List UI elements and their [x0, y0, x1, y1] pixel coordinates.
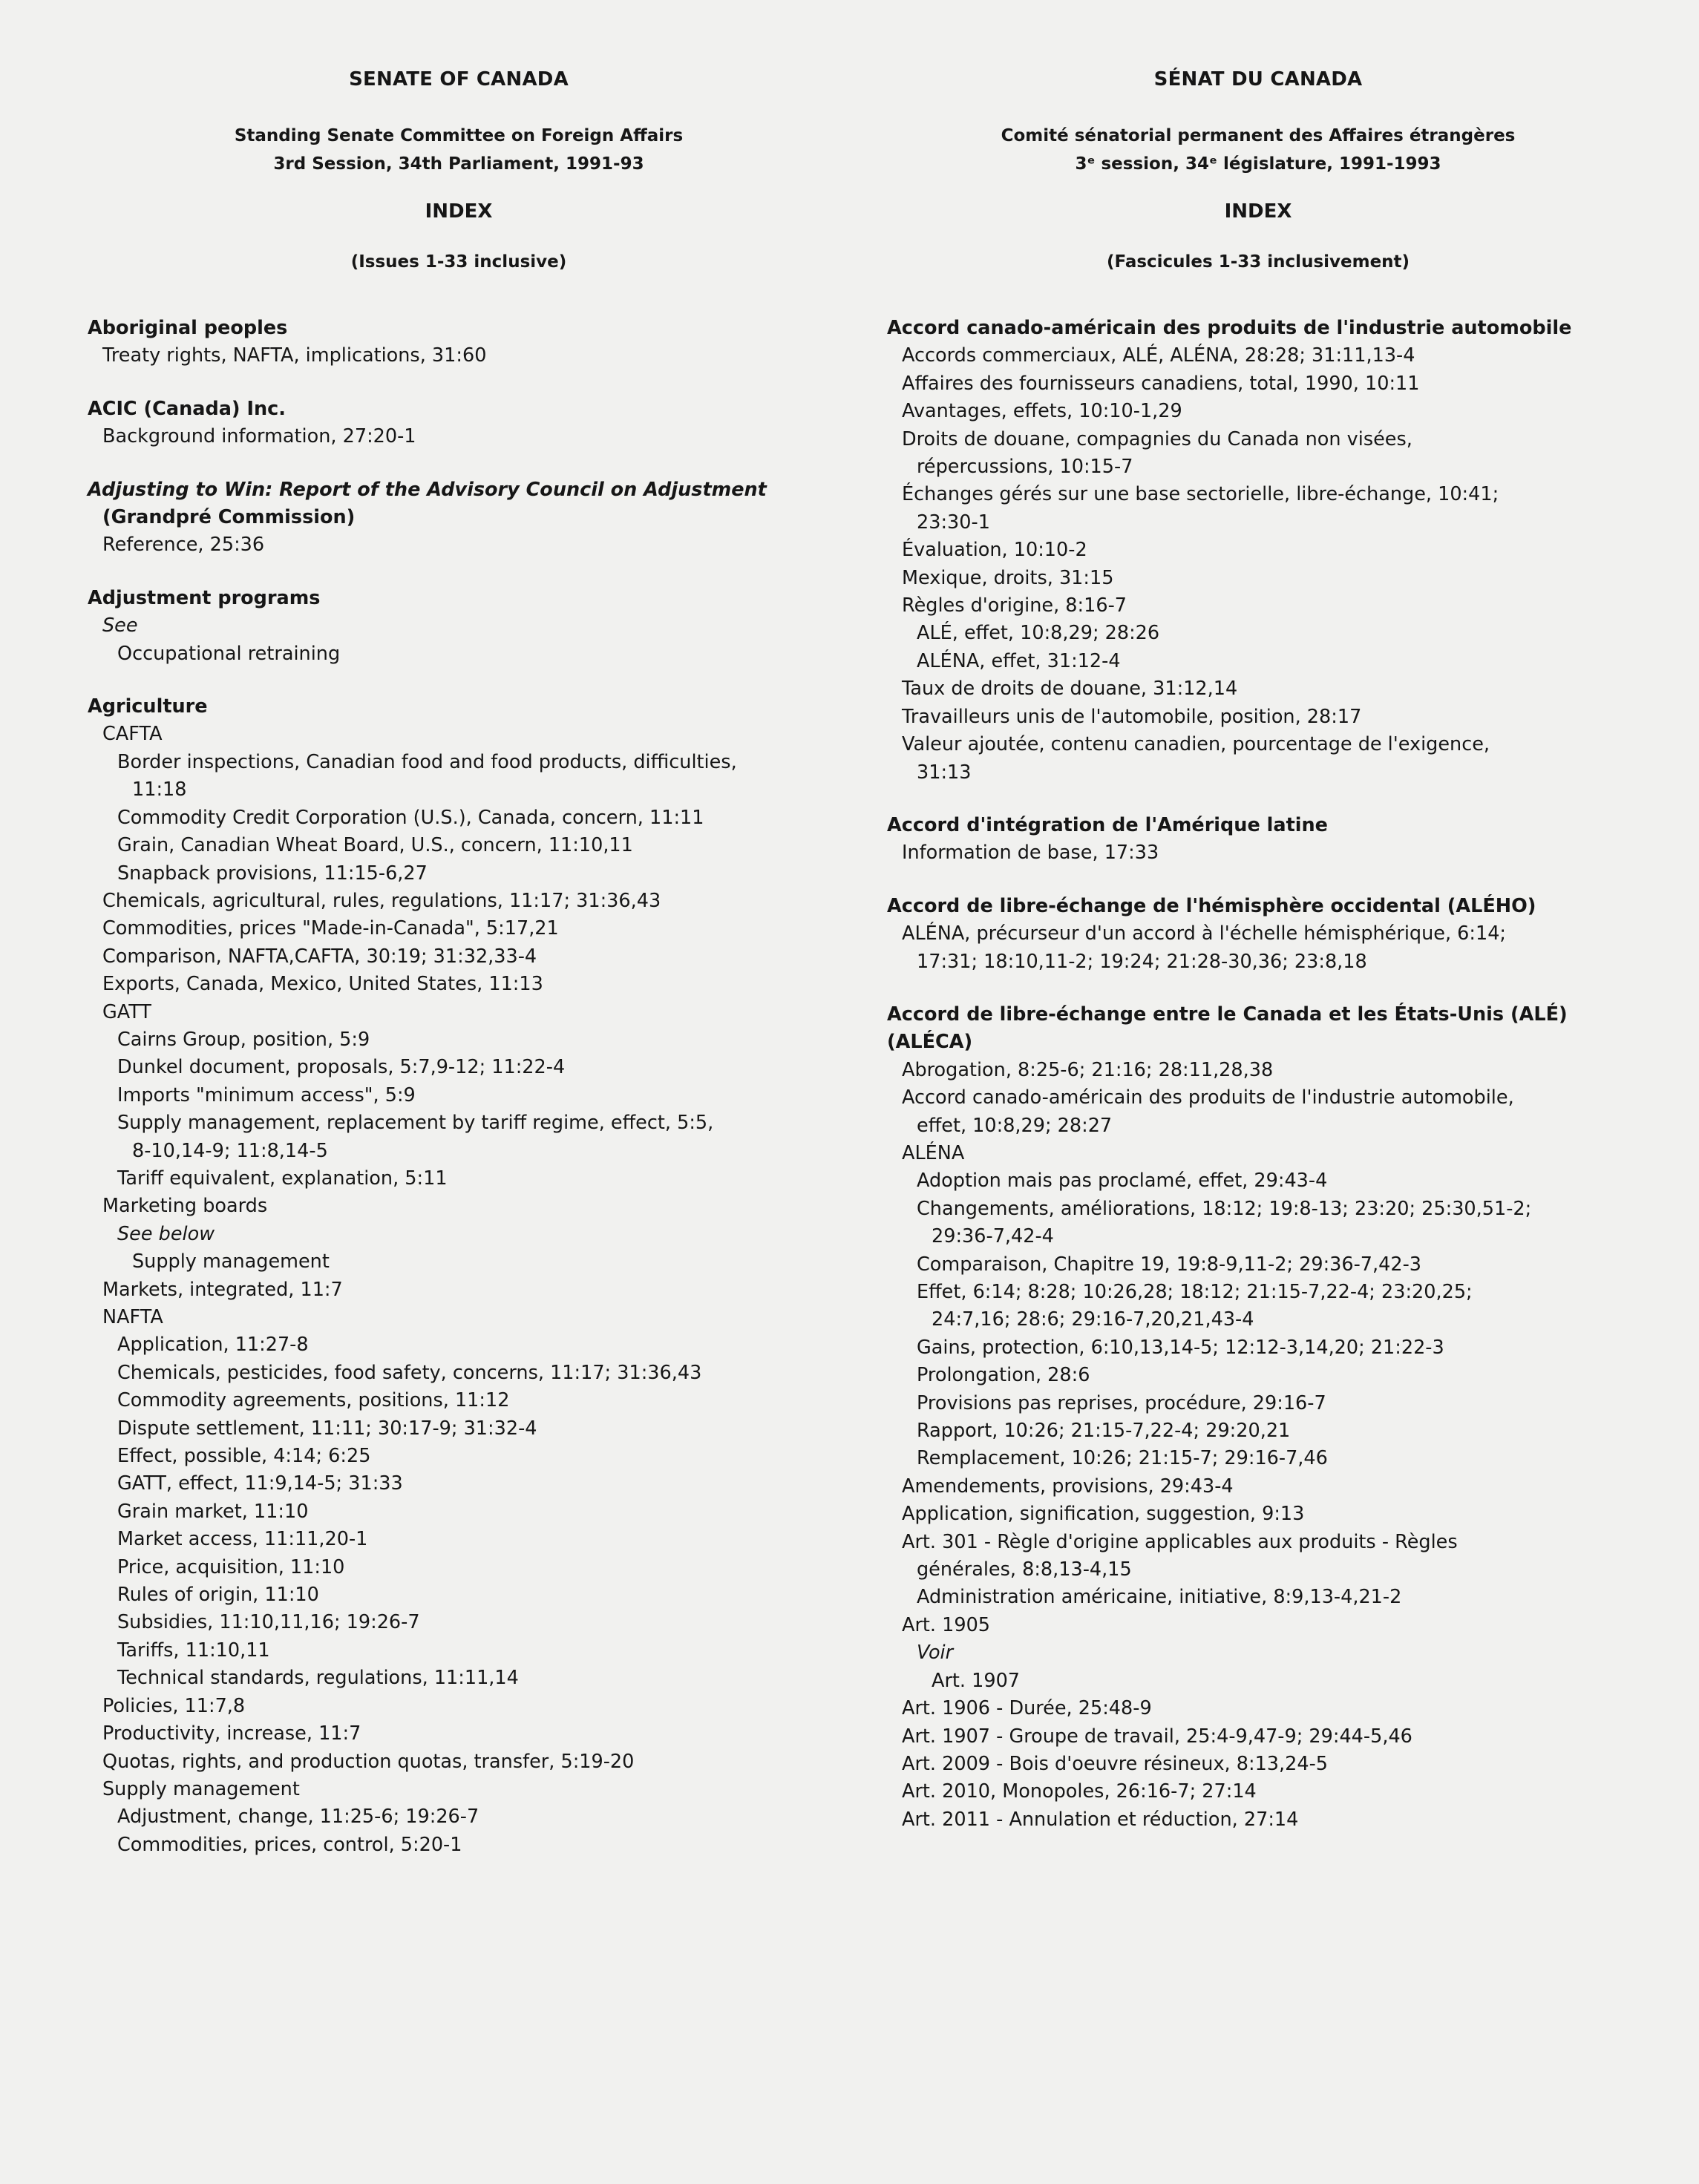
entry-subline: Rapport, 10:26; 21:15-7,22-4; 29:20,21 — [917, 1420, 1291, 1443]
english-session: 3rd Session, 34th Parliament, 1991-93 — [273, 154, 644, 174]
entry-subline: Productivity, increase, 11:7 — [102, 1722, 361, 1745]
entry-subline: Adoption mais pas proclamé, effet, 29:43-4 — [917, 1170, 1328, 1193]
entry-subline: See below — [117, 1222, 215, 1245]
entry-subline: Droits de douane, compagnies du Canada non visées, — [902, 427, 1412, 450]
index-entry — [887, 1001, 1629, 1834]
entry-subline: Art. 1905 — [902, 1613, 991, 1636]
entry-heading: Accord d'intégration de l'Amérique latine — [887, 813, 1328, 836]
entry-subline: Affaires des fournisseurs canadiens, total, 1990, 10:11 — [902, 372, 1420, 395]
index-entry — [88, 315, 830, 370]
french-session: 3ᵉ session, 34ᵉ législature, 1991-1993 — [1075, 154, 1441, 174]
entry-subline: Commodities, prices "Made-in-Canada", 5:17,21 — [102, 917, 559, 940]
entry-subline: Tariff equivalent, explanation, 5:11 — [117, 1167, 448, 1190]
entry-subline: Technical standards, regulations, 11:11,14 — [117, 1667, 519, 1690]
entry-subline: Grain, Canadian Wheat Board, U.S., concern, 11:10,11 — [117, 834, 633, 857]
entry-heading-continued: (Grandpré Commission) — [102, 506, 356, 529]
entry-subline: Application, signification, suggestion, 9:13 — [902, 1503, 1305, 1526]
entry-subline: Information de base, 17:33 — [902, 842, 1159, 865]
entry-subline: 29:36-7,42-4 — [932, 1225, 1054, 1248]
entry-subline: Markets, integrated, 11:7 — [102, 1278, 343, 1301]
entry-subline: Marketing boards — [102, 1195, 268, 1218]
entry-subline: Subsidies, 11:10,11,16; 19:26-7 — [117, 1611, 420, 1634]
entry-subline: générales, 8:8,13-4,15 — [917, 1558, 1132, 1581]
entry-subline: Provisions pas reprises, procédure, 29:16-7 — [917, 1391, 1326, 1414]
entry-subline: Occupational retraining — [117, 642, 341, 665]
entry-subline: Prolongation, 28:6 — [917, 1364, 1090, 1387]
entry-subline: Évaluation, 10:10-2 — [902, 539, 1087, 562]
entry-subline: ALÉNA, effet, 31:12-4 — [917, 649, 1121, 672]
entry-subline: Reference, 25:36 — [102, 534, 265, 557]
entry-subline: Dunkel document, proposals, 5:7,9-12; 11:22-4 — [117, 1056, 566, 1079]
english-issues-range: (Issues 1-33 inclusive) — [350, 252, 567, 272]
entry-heading: ACIC (Canada) Inc. — [88, 397, 286, 420]
english-index-entries — [88, 315, 830, 1859]
entry-subline: Gains, protection, 6:10,13,14-5; 12:12-3,14,20; 21:22-3 — [917, 1336, 1444, 1359]
entry-subline: Remplacement, 10:26; 21:15-7; 29:16-7,46 — [917, 1447, 1328, 1470]
french-index-entries — [887, 315, 1629, 1834]
entry-heading: Adjusting to Win: Report of the Advisory Council on Adjustment — [88, 478, 767, 501]
english-column — [88, 68, 830, 1884]
entry-subline: 17:31; 18:10,11-2; 19:24; 21:28-30,36; 23:8,18 — [917, 950, 1367, 973]
entry-subline: Rules of origin, 11:10 — [117, 1584, 319, 1607]
entry-subline: Amendements, provisions, 29:43-4 — [902, 1475, 1234, 1498]
entry-subline: Avantages, effets, 10:10-1,29 — [902, 400, 1182, 423]
entry-subline: Application, 11:27-8 — [117, 1334, 309, 1357]
entry-heading: Adjustment programs — [88, 586, 321, 609]
entry-heading: Accord de libre-échange entre le Canada et les États-Unis (ALÉ) — [887, 1003, 1568, 1026]
entry-subline: effet, 10:8,29; 28:27 — [917, 1114, 1113, 1137]
entry-subline: Mexique, droits, 31:15 — [902, 566, 1114, 589]
entry-subline: Chemicals, pesticides, food safety, concerns, 11:17; 31:36,43 — [117, 1361, 702, 1384]
entry-subline: Art. 1907 - Groupe de travail, 25:4-9,47-9; 29:44-5,46 — [902, 1725, 1412, 1748]
entry-subline: 24:7,16; 28:6; 29:16-7,20,21,43-4 — [932, 1308, 1254, 1331]
entry-subline: ALÉNA, précurseur d'un accord à l'échelle hémisphérique, 6:14; — [902, 922, 1507, 945]
entry-subline: 8-10,14-9; 11:8,14-5 — [132, 1139, 328, 1162]
entry-subline: Art. 301 - Règle d'origine applicables aux produits - Règles — [902, 1530, 1458, 1553]
entry-heading: Agriculture — [88, 695, 208, 718]
entry-subline: Art. 1907 — [932, 1669, 1021, 1692]
entry-subline: GATT, effect, 11:9,14-5; 31:33 — [117, 1472, 403, 1495]
entry-heading: Accord de libre-échange de l'hémisphère occidental (ALÉHO) — [887, 894, 1536, 917]
entry-subline: Chemicals, agricultural, rules, regulations, 11:17; 31:36,43 — [102, 889, 661, 912]
entry-subline: Règles d'origine, 8:16-7 — [902, 594, 1127, 617]
entry-heading-continued: (ALÉCA) — [887, 1031, 973, 1054]
index-entry — [887, 315, 1629, 787]
entry-subline: Art. 2010, Monopoles, 26:16-7; 27:14 — [902, 1780, 1257, 1803]
entry-subline: Cairns Group, position, 5:9 — [117, 1028, 370, 1051]
entry-subline: GATT — [102, 1000, 151, 1023]
entry-subline: Quotas, rights, and production quotas, transfer, 5:19-20 — [102, 1750, 635, 1773]
entry-subline: ALÉ, effet, 10:8,29; 28:26 — [917, 622, 1160, 645]
french-committee: Comité sénatorial permanent des Affaires étrangères — [1001, 126, 1516, 145]
entry-heading: Accord canado-américain des produits de l'industrie automobile — [887, 317, 1572, 339]
index-entry — [887, 812, 1629, 868]
entry-subline: Adjustment, change, 11:25-6; 19:26-7 — [117, 1806, 479, 1829]
entry-subline: répercussions, 10:15-7 — [917, 456, 1133, 479]
entry-subline: Dispute settlement, 11:11; 30:17-9; 31:32-4 — [117, 1417, 537, 1440]
entry-subline: 11:18 — [132, 778, 187, 801]
entry-subline: Effet, 6:14; 8:28; 10:26,28; 18:12; 21:15-7,22-4; 23:20,25; — [917, 1281, 1473, 1303]
entry-subline: Échanges gérés sur une base sectorielle, libre-échange, 10:41; — [902, 483, 1499, 506]
index-entry — [88, 396, 830, 451]
french-column — [887, 68, 1629, 1859]
entry-subline: Valeur ajoutée, contenu canadien, pourcentage de l'exigence, — [902, 733, 1490, 756]
entry-subline: Abrogation, 8:25-6; 21:16; 28:11,28,38 — [902, 1058, 1274, 1081]
entry-subline: Policies, 11:7,8 — [102, 1694, 246, 1717]
entry-subline: Commodity Credit Corporation (U.S.), Canada, concern, 11:11 — [117, 806, 704, 829]
entry-subline: Art. 2011 - Annulation et réduction, 27:14 — [902, 1808, 1299, 1831]
entry-subline: Grain market, 11:10 — [117, 1500, 309, 1523]
entry-subline: Comparaison, Chapitre 19, 19:8-9,11-2; 29:36-7,42-3 — [917, 1253, 1422, 1276]
french-index-label: INDEX — [1224, 200, 1292, 223]
entry-subline: Exports, Canada, Mexico, United States, 11:13 — [102, 973, 543, 996]
entry-subline: Art. 2009 - Bois d'oeuvre résineux, 8:13,24-5 — [902, 1752, 1329, 1775]
entry-subline: Supply management — [102, 1777, 300, 1800]
index-entry — [88, 476, 830, 560]
index-entry — [88, 693, 830, 1859]
entry-subline: Art. 1906 - Durée, 25:48-9 — [902, 1697, 1152, 1720]
english-index-label: INDEX — [425, 200, 493, 223]
entry-subline: Treaty rights, NAFTA, implications, 31:60 — [102, 344, 487, 367]
entry-subline: Travailleurs unis de l'automobile, position, 28:17 — [902, 705, 1362, 728]
entry-subline: Market access, 11:11,20-1 — [117, 1528, 368, 1551]
entry-subline: Administration américaine, initiative, 8:9,13-4,21-2 — [917, 1586, 1402, 1609]
entry-subline: Tariffs, 11:10,11 — [117, 1639, 270, 1662]
entry-subline: Commodities, prices, control, 5:20-1 — [117, 1833, 462, 1856]
entry-subline: Background information, 27:20-1 — [102, 425, 416, 448]
entry-subline: Border inspections, Canadian food and food products, difficulties, — [117, 750, 737, 773]
entry-subline: Changements, améliorations, 18:12; 19:8-13; 23:20; 25:30,51-2; — [917, 1197, 1532, 1220]
entry-subline: CAFTA — [102, 723, 163, 746]
entry-subline: Snapback provisions, 11:15-6,27 — [117, 862, 428, 885]
entry-subline: Commodity agreements, positions, 11:12 — [117, 1389, 510, 1412]
index-entry — [88, 585, 830, 668]
entry-subline: Comparison, NAFTA,CAFTA, 30:19; 31:32,33-4 — [102, 945, 537, 968]
index-entry — [887, 893, 1629, 976]
entry-subline: Supply management — [132, 1250, 330, 1273]
french-issues-range: (Fascicules 1-33 inclusivement) — [1106, 252, 1410, 272]
entry-heading: Aboriginal peoples — [88, 317, 288, 339]
entry-subline: Supply management, replacement by tariff regime, effect, 5:5, — [117, 1112, 714, 1135]
entry-subline: Accord canado-américain des produits de l'industrie automobile, — [902, 1086, 1514, 1109]
entry-subline: See — [102, 614, 138, 637]
english-title: SENATE OF CANADA — [349, 68, 569, 91]
french-title: SÉNAT DU CANADA — [1153, 68, 1363, 91]
entry-subline: Taux de droits de douane, 31:12,14 — [902, 678, 1238, 701]
entry-subline: 31:13 — [917, 761, 972, 784]
entry-subline: Effect, possible, 4:14; 6:25 — [117, 1445, 371, 1468]
entry-subline: NAFTA — [102, 1306, 163, 1328]
entry-subline: 23:30-1 — [917, 511, 990, 534]
entry-subline: Accords commerciaux, ALÉ, ALÉNA, 28:28; 31:11,13-4 — [902, 344, 1415, 367]
entry-subline: ALÉNA — [902, 1141, 965, 1164]
entry-subline: Voir — [917, 1642, 954, 1665]
english-committee: Standing Senate Committee on Foreign Affairs — [234, 126, 684, 145]
entry-subline: Imports "minimum access", 5:9 — [117, 1083, 416, 1106]
entry-subline: Price, acquisition, 11:10 — [117, 1555, 345, 1578]
